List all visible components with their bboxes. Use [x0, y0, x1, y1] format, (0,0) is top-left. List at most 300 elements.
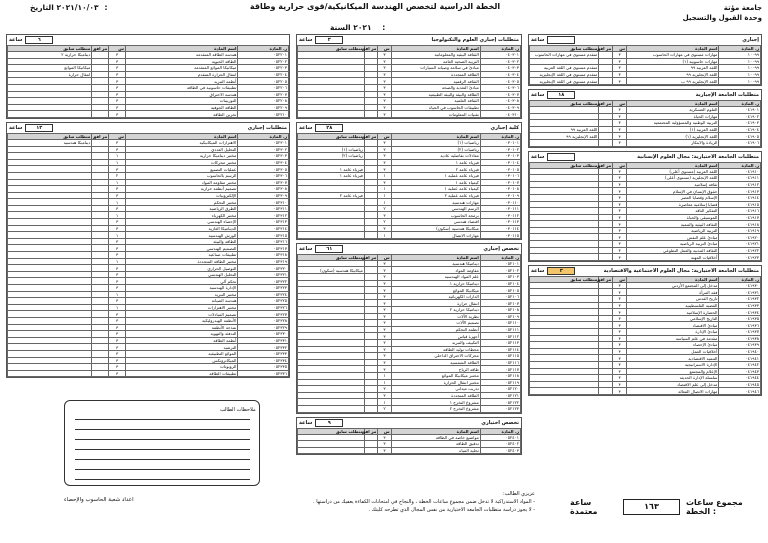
course-number: ٠٣٠١١١ — [480, 205, 520, 212]
course-row — [8, 370, 289, 377]
course-number: ٠٤١٩٣٥ — [719, 315, 761, 322]
course-prerequisite: متقدم مستوى في اللغة الإنجليزية — [530, 78, 599, 85]
course-name: انتقال حرارة — [391, 300, 480, 307]
course-credits: ٣ — [378, 153, 391, 160]
course-name: تاريخ القدس — [627, 296, 719, 303]
course-row — [530, 214, 761, 221]
course-name: برمجة الحاسوب — [391, 212, 480, 219]
course-name: مختبر محركات — [126, 159, 238, 166]
course-prerequisite — [8, 232, 92, 239]
course-corequisite — [92, 146, 109, 153]
course-corequisite — [599, 71, 613, 78]
course-number: ٠٥٢٣١٠ — [238, 199, 289, 206]
course-credits: ١ — [378, 379, 391, 386]
course-corequisite — [599, 52, 613, 59]
courses-table — [529, 276, 761, 395]
course-row — [298, 179, 521, 186]
course-corequisite — [599, 355, 613, 362]
course-corequisite — [92, 232, 109, 239]
course-credits: ٣ — [109, 192, 126, 199]
course-credits: ٣ — [109, 91, 126, 98]
course-row — [8, 350, 289, 357]
course-number: ٠٣٠١١٣ — [480, 219, 520, 226]
course-number: ٠٥٢١٠٣ — [480, 274, 520, 281]
course-number: ٠٥٢٣١٦ — [238, 238, 289, 245]
hours-box: ١٣ — [25, 124, 53, 132]
course-name: الأنظمة الهيدروليكية — [126, 317, 238, 324]
course-corequisite — [364, 434, 377, 441]
course-row — [298, 219, 521, 226]
course-name: مختبر الطاقة المتجددة — [126, 258, 238, 265]
course-credits: ١ — [109, 291, 126, 298]
course-row — [298, 405, 521, 412]
course-name: اللغة الإنجليزية (مستوى أعلى) — [627, 175, 719, 182]
course-row — [8, 364, 289, 371]
course-name: ميكانيكا الموائع المتقدمة — [126, 65, 238, 72]
course-name: تدريب ميداني — [391, 386, 480, 393]
course-name: أخلاقيات المهنة — [627, 254, 719, 261]
course-name: تصميم الآلات — [391, 320, 480, 327]
hours-box: ٩ — [315, 419, 343, 427]
course-prerequisite — [8, 265, 92, 272]
course-row — [8, 245, 289, 252]
course-corequisite — [364, 353, 377, 360]
course-number: ٠٥٢٣٢٩ — [238, 324, 289, 331]
course-row — [8, 311, 289, 318]
course-name: الميكاترونكس — [126, 357, 238, 364]
course-prerequisite — [8, 78, 92, 85]
course-name: رياضيات (١) — [391, 139, 480, 146]
section-header — [529, 90, 761, 100]
course-name: الإسلام وقضايا العصر — [627, 194, 719, 201]
course-name: اقتصاد هندسي — [391, 219, 480, 226]
course-number: ٠٥٢٢١٠ — [238, 111, 289, 118]
course-row — [8, 205, 289, 212]
course-credits: ٣ — [378, 353, 391, 360]
course-number: ٠٥٢١٠٤ — [480, 280, 520, 287]
course-corequisite — [92, 271, 109, 278]
course-row — [530, 126, 761, 133]
course-prerequisite — [530, 315, 599, 322]
course-number: ١٠٠٩٩ — [719, 52, 761, 59]
course-number: ٠٤١٩٠٦ — [719, 139, 761, 146]
course-prerequisite — [298, 300, 365, 307]
course-prerequisite — [298, 98, 365, 105]
course-name: التربية الوطنية والمسؤولية المجتمعية — [627, 120, 719, 127]
course-credits: ٣ — [613, 315, 627, 322]
hours-box — [547, 153, 575, 161]
plan-section — [528, 34, 762, 86]
course-name: ديناميكا حرارية ٢ — [391, 307, 480, 314]
course-name: مهارات الحياة — [627, 113, 719, 120]
plan-section — [296, 34, 522, 119]
course-credits: ٣ — [378, 65, 391, 72]
course-row — [530, 335, 761, 342]
course-number: ٠٥٢١١٤ — [480, 346, 520, 353]
course-name: مشروع التخرج ٢ — [391, 405, 480, 412]
course-credits: ٣ — [613, 78, 627, 85]
course-corequisite — [92, 186, 109, 193]
course-prerequisite — [8, 298, 92, 305]
course-corequisite — [364, 65, 377, 72]
course-corequisite — [364, 146, 377, 153]
course-number: ٠٥٢١١٠ — [480, 320, 520, 327]
course-corequisite — [599, 181, 613, 188]
course-corequisite — [364, 98, 377, 105]
hours-box: ٦ — [25, 36, 53, 44]
course-credits: ٣ — [109, 285, 126, 292]
course-credits: ١ — [109, 199, 126, 206]
course-row — [530, 181, 761, 188]
course-row — [298, 333, 521, 340]
course-prerequisite — [530, 296, 599, 303]
course-corequisite — [364, 199, 377, 206]
course-number: ٠٥٢٣٠٨ — [238, 186, 289, 193]
course-name: قضايا إسلامية معاصرة — [627, 201, 719, 208]
course-prerequisite — [8, 212, 92, 219]
course-prerequisite: ميكانيكا الموائع — [8, 65, 92, 72]
course-corequisite — [92, 364, 109, 371]
course-name: الإدارة الهندسية — [126, 285, 238, 292]
course-prerequisite — [8, 317, 92, 324]
notes-line — [75, 459, 250, 460]
course-corequisite — [92, 104, 109, 111]
course-name: الإعلام والمجتمع — [627, 368, 719, 375]
course-prerequisite — [298, 399, 365, 406]
corequisite-header: مر افق — [361, 254, 377, 260]
section-hours — [531, 36, 578, 44]
course-row — [298, 366, 521, 373]
course-credits: ٣ — [613, 241, 627, 248]
course-credits: ٣ — [109, 104, 126, 111]
course-prerequisite — [8, 337, 92, 344]
course-prerequisite — [8, 245, 92, 252]
course-credits: ١ — [109, 212, 126, 219]
hours-unit: ساعة — [299, 37, 313, 43]
course-prerequisite — [298, 260, 365, 267]
course-number: ٠٥٢٢٠٢ — [238, 58, 289, 65]
course-number: ٠٤١٩١٩ — [719, 227, 761, 234]
course-credits: ١ — [109, 179, 126, 186]
course-credits: ٣ — [109, 146, 126, 153]
plan-section — [6, 122, 290, 378]
course-prerequisite — [530, 348, 599, 355]
course-corequisite — [92, 192, 109, 199]
course-number-header: ر. المادة — [719, 46, 761, 52]
course-credits: ١ — [109, 159, 126, 166]
course-name: محركات الاحتراق الداخلي — [391, 353, 480, 360]
course-row — [298, 274, 521, 281]
course-name: مبادئ في سلامة وصيانة السيارات — [391, 65, 480, 72]
plan-section — [6, 34, 290, 119]
course-corequisite — [92, 285, 109, 292]
course-corequisite — [364, 212, 377, 219]
courses-table — [529, 100, 761, 147]
course-prerequisite — [530, 221, 599, 228]
course-number: ٠٥٢٣٢٤ — [238, 291, 289, 298]
plan-title: الخطة الدراسية لتخصص الهندسة الميكانيكية/قوى حرارية وطاقة — [249, 2, 501, 11]
course-name: مختبر ديناميكا حرارية — [126, 153, 238, 160]
course-credits: ٣ — [613, 188, 627, 195]
course-name: مهارات الاتصال الفعالة — [627, 388, 719, 395]
course-row — [298, 71, 521, 78]
corequisite-header: مر افق — [596, 46, 612, 51]
notes-line — [75, 419, 250, 420]
credit-header: س — [378, 46, 391, 52]
course-number: ٠٤١٩٣٧ — [719, 329, 761, 336]
student-notes-box[interactable] — [64, 400, 260, 486]
course-credits: ٣ — [109, 317, 126, 324]
course-name: فيزياء عامة ١ — [391, 159, 480, 166]
section-hours — [531, 91, 578, 99]
year-label: السنة : — [330, 23, 386, 32]
course-number: ٠٤١٩١٢ — [719, 181, 761, 188]
course-name: تطبيقات الحاسوب في الحياة — [391, 104, 480, 111]
course-name: الطاقة المتجددة — [391, 71, 480, 78]
credit-header: س — [613, 276, 627, 282]
course-number: ٠٥٢١٢٣ — [480, 405, 520, 412]
course-credits: ٣ — [378, 346, 391, 353]
section-title: متطلبات الجامعة الاختيارية: مجال العلوم الاجتماعية والاقتصادية — [603, 267, 759, 274]
course-prerequisite — [530, 58, 599, 65]
course-row — [8, 111, 289, 118]
course-name: الترشيد — [126, 344, 238, 351]
course-number: ٠٥٢١١٥ — [480, 353, 520, 360]
course-number: ٠٥٢٣٠١ — [238, 139, 289, 146]
total-hours — [570, 498, 768, 516]
course-credits: ٣ — [109, 52, 126, 59]
course-number: ٠٥٢٣١٨ — [238, 252, 289, 259]
course-name: الطاقة والبيئة والبيئة الطبيعية — [391, 91, 480, 98]
section-header — [529, 152, 761, 162]
course-name-header: اسم المادة — [126, 133, 238, 139]
course-number: ٠٤١٩١٥ — [719, 201, 761, 208]
course-name: رياضيات (٢) — [391, 146, 480, 153]
course-corequisite — [92, 98, 109, 105]
course-row — [8, 58, 289, 65]
course-name-header: اسم المادة — [627, 162, 719, 168]
course-name: مختبر الكهرباء — [126, 212, 238, 219]
course-number: ٠٤١٩٤٤ — [719, 375, 761, 382]
course-name: الثقافة المدنية والعمل التطوعي — [627, 247, 719, 254]
course-corequisite — [599, 65, 613, 72]
course-row — [298, 84, 521, 91]
course-row — [298, 58, 521, 65]
course-row — [8, 192, 289, 199]
student-advice — [285, 490, 535, 514]
corequisite-header: مر افق — [361, 428, 377, 434]
course-name-header: اسم المادة — [627, 276, 719, 282]
course-prerequisite — [298, 139, 365, 146]
course-prerequisite — [530, 227, 599, 234]
course-corequisite — [92, 111, 109, 118]
course-row — [298, 166, 521, 173]
course-corequisite — [364, 71, 377, 78]
course-credits: ٣ — [109, 139, 126, 146]
course-prerequisite — [530, 234, 599, 241]
course-prerequisite — [298, 441, 365, 448]
course-credits: ١ — [109, 258, 126, 265]
course-row — [298, 386, 521, 393]
section-title: متطلبات الجامعة الاختيارية: مجال العلوم الإنسانية — [637, 153, 759, 160]
course-prerequisite: ميكانيكا هندسية (سكون) — [298, 267, 365, 274]
course-name: الدارات الكهربائية — [391, 293, 480, 300]
section-header — [297, 244, 521, 254]
course-corequisite — [599, 188, 613, 195]
course-prerequisite: رياضيات (٢) — [298, 153, 365, 160]
course-name: الثقافة الرقمية — [391, 78, 480, 85]
course-credits: ٢ — [378, 219, 391, 226]
course-number: ٠٣٠١١٠ — [480, 199, 520, 206]
course-number: ٠٤١٩١٤ — [719, 194, 761, 201]
course-prerequisite — [8, 172, 92, 179]
corequisite-header: مر افق — [361, 133, 377, 139]
course-credits: ٣ — [109, 298, 126, 305]
course-row — [298, 104, 521, 111]
section-hours — [299, 124, 346, 132]
prepared-by: اعداد شعبة الحاسوب والإحصاء — [64, 497, 134, 503]
course-credits: ٣ — [378, 98, 391, 105]
course-prerequisite — [298, 232, 365, 239]
course-row — [298, 159, 521, 166]
course-prerequisite — [8, 364, 92, 371]
course-row — [530, 329, 761, 336]
course-number: ٠٣٠١٠١ — [480, 139, 520, 146]
course-prerequisite — [298, 372, 365, 379]
course-corequisite — [364, 447, 377, 454]
course-prerequisite — [8, 186, 92, 193]
course-corequisite — [364, 307, 377, 314]
course-row — [8, 232, 289, 239]
course-name: تقنيات المعلومات — [391, 111, 480, 118]
course-prerequisite — [298, 280, 365, 287]
course-prerequisite — [298, 359, 365, 366]
course-prerequisite — [530, 335, 599, 342]
course-corequisite — [364, 326, 377, 333]
corequisite-header: مر افق — [596, 162, 612, 168]
course-corequisite — [364, 320, 377, 327]
course-row — [298, 339, 521, 346]
course-row — [8, 304, 289, 311]
hours-unit: ساعة — [9, 37, 23, 43]
course-corequisite — [92, 212, 109, 219]
course-corequisite — [364, 405, 377, 412]
course-prerequisite — [298, 386, 365, 393]
course-number: ٠٤١٩٠٣ — [719, 120, 761, 127]
course-row — [530, 289, 761, 296]
course-prerequisite — [8, 357, 92, 364]
course-number: ٠٣٠١٠٦ — [480, 172, 520, 179]
course-name: مدخل إلى المجتمع الأردني — [627, 282, 719, 289]
courses-table — [7, 133, 289, 377]
course-credits: ٣ — [109, 71, 126, 78]
course-row — [298, 326, 521, 333]
course-number: ٠٥٢٣٠٦ — [238, 172, 289, 179]
course-corequisite — [92, 65, 109, 72]
prerequisite-header: متطلب سابق — [530, 162, 599, 168]
course-number: ٠٤١٩٠١ — [719, 106, 761, 113]
course-prerequisite — [530, 120, 599, 127]
course-number: ٠٥٢١١٨ — [480, 372, 520, 379]
section-header — [529, 35, 761, 45]
course-credits: ٣ — [109, 219, 126, 226]
course-prerequisite — [530, 289, 599, 296]
course-row — [530, 227, 761, 234]
course-name: الورش الهندسية — [126, 232, 238, 239]
course-row — [8, 71, 289, 78]
course-prerequisite — [8, 179, 92, 186]
course-prerequisite — [530, 188, 599, 195]
prerequisite-header: متطلب سابق — [298, 133, 365, 139]
course-prerequisite — [530, 355, 599, 362]
course-corequisite — [92, 252, 109, 259]
course-row — [8, 212, 289, 219]
prerequisite-header: متطلب سابق — [298, 428, 365, 434]
course-number: ٠٣٠١٠٢ — [480, 146, 520, 153]
course-corequisite — [92, 337, 109, 344]
course-corequisite — [599, 335, 613, 342]
course-row — [8, 258, 289, 265]
course-credits: ٣ — [378, 260, 391, 267]
course-prerequisite — [8, 225, 92, 232]
course-prerequisite: فيزياء عامة ١ — [298, 166, 365, 173]
course-name: تحلية المياه — [391, 447, 480, 454]
course-corequisite — [599, 322, 613, 329]
course-corequisite — [364, 153, 377, 160]
course-prerequisite — [298, 65, 365, 72]
course-credits: ١ — [378, 372, 391, 379]
course-number: ٠٤١٩٢٢ — [719, 247, 761, 254]
course-prerequisite — [8, 258, 92, 265]
course-number: ٠٤١٩٢٠ — [719, 234, 761, 241]
course-name: مختبر التحكم — [126, 199, 238, 206]
course-corequisite — [92, 238, 109, 245]
course-row — [530, 296, 761, 303]
course-prerequisite — [298, 313, 365, 320]
course-corequisite — [599, 388, 613, 395]
course-number: ٠٥٢٣١٩ — [238, 258, 289, 265]
course-number: ٠٥٢٣٠٥ — [238, 166, 289, 173]
course-prerequisite — [8, 111, 92, 118]
course-row — [8, 153, 289, 160]
courses-table — [297, 254, 521, 413]
course-prerequisite: اللغة الإنجليزية ٩٩ — [530, 133, 599, 140]
course-credits: ٣ — [378, 434, 391, 441]
course-corequisite — [599, 282, 613, 289]
course-name: اللغة العربية (١) — [627, 126, 719, 133]
course-corequisite — [599, 58, 613, 65]
course-credits: ٣ — [378, 366, 391, 373]
hours-box: ٦١ — [315, 245, 343, 253]
course-prerequisite — [530, 106, 599, 113]
course-prerequisite — [530, 381, 599, 388]
credit-header: س — [613, 46, 627, 52]
course-credits: ٣ — [613, 361, 627, 368]
course-prerequisite: فيزياء عامة ٢ — [298, 192, 365, 199]
course-name: مهارات الاتصال — [391, 232, 480, 239]
course-name-header: اسم المادة — [627, 46, 719, 52]
course-name: مبادئ الاقتصاد — [627, 322, 719, 329]
course-number: ٠٤١٩٣١ — [719, 289, 761, 296]
course-prerequisite: انتقال حرارة — [8, 71, 92, 78]
courses-table — [7, 45, 289, 118]
course-row — [530, 78, 761, 85]
course-credits: ٣ — [613, 234, 627, 241]
course-name: التحليل العددي — [126, 146, 238, 153]
course-corequisite — [364, 346, 377, 353]
course-row — [530, 58, 761, 65]
course-number: ٠٣٠١٠٣ — [480, 153, 520, 160]
